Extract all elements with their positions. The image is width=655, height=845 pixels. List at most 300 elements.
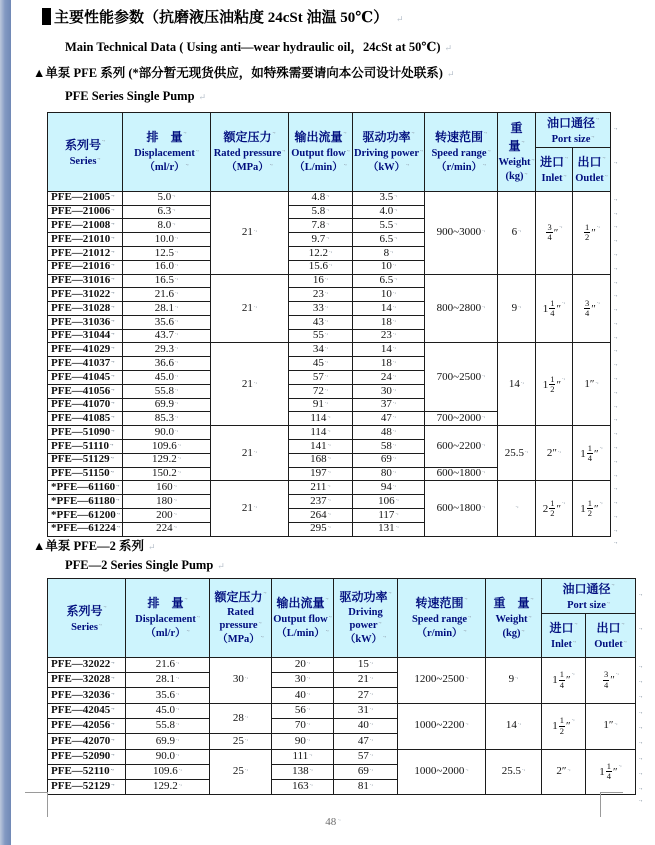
cell-value: $\frac{3}{4}$ ″ ., xyxy=(583,303,600,315)
cell-value: 111 ., xyxy=(293,750,313,762)
cell-value: 295 ., xyxy=(310,522,331,534)
cell-value: 168 ., xyxy=(310,453,331,465)
section2-heading: ▲单泵 PFE—2 系列 ↵ xyxy=(33,536,156,554)
displacement-cell xyxy=(126,734,210,749)
cell-value: 45.0 ., xyxy=(156,704,180,716)
cell-value: 10 ., xyxy=(381,260,396,272)
output-flow-cell xyxy=(289,371,353,385)
rated-pressure-cell xyxy=(211,481,289,536)
header-label-en: Speed range ., xyxy=(425,147,497,160)
displacement-cell xyxy=(123,329,211,343)
cell-value: $\frac{3}{4}$ ″ ., xyxy=(545,227,562,239)
speed-range-cell xyxy=(425,343,498,412)
cell-value: 150.2 ., xyxy=(152,467,181,479)
cell-value: 2″ ., xyxy=(556,765,570,777)
cell-value: 106 ., xyxy=(378,495,399,507)
displacement-cell xyxy=(123,398,211,412)
displacement-cell xyxy=(123,274,211,288)
header-unit: (kg) ., xyxy=(486,626,541,642)
cell-value: 14 ., xyxy=(381,343,396,355)
displacement-cell xyxy=(123,205,211,219)
fraction-denominator: 2 xyxy=(587,508,592,519)
rated-pressure-cell xyxy=(210,703,272,734)
cell-value: 6 ., xyxy=(512,226,522,238)
driving-power-cell xyxy=(353,288,425,302)
cell-value: PFE—51129 ., xyxy=(51,453,114,465)
fraction xyxy=(603,670,609,690)
output-flow-cell xyxy=(289,357,353,371)
cell-value: 58 ., xyxy=(381,440,396,452)
header-label-en: Driving power ., xyxy=(334,606,397,632)
fraction-numerator: 1 xyxy=(587,497,592,508)
displacement-cell xyxy=(123,219,211,233)
output-flow-cell xyxy=(289,302,353,316)
paragraph-mark: ., xyxy=(614,345,618,353)
series-cell xyxy=(48,522,123,536)
cell-value: 21 ., xyxy=(242,378,257,390)
cell-value: 600~1800 ., xyxy=(437,502,486,514)
cell-value: 25.5 ., xyxy=(502,765,526,777)
driving-power-cell xyxy=(353,412,425,426)
displacement-cell xyxy=(123,440,211,454)
series-cell xyxy=(48,398,123,412)
header-label-zh: 出口 ., xyxy=(573,153,610,172)
outlet-cell xyxy=(586,749,636,795)
cell-value xyxy=(514,502,518,514)
cell-value: 131 ., xyxy=(378,522,399,534)
paragraph-mark: ., xyxy=(614,277,618,285)
cell-value: 7.8 ., xyxy=(312,219,330,231)
cell-value: PFE—31036 ., xyxy=(51,316,115,328)
cell-value: 180 ., xyxy=(156,495,177,507)
header-label-zh: 输出流量 ., xyxy=(272,594,333,613)
paragraph-mark: ., xyxy=(614,235,618,243)
fraction xyxy=(587,444,593,464)
header-label-en: Driving power ., xyxy=(353,147,424,160)
cell-value: 15.6 ., xyxy=(309,260,333,272)
output-flow-cell xyxy=(289,205,353,219)
paragraph-mark: ., xyxy=(614,373,618,381)
table-row xyxy=(48,191,611,205)
displacement-header xyxy=(126,579,210,658)
cell-value: 1200~2500 ., xyxy=(414,673,468,685)
cell-value: 69 ., xyxy=(381,453,396,465)
cell-value: PFE—32036 ., xyxy=(51,689,115,701)
displacement-cell xyxy=(123,233,211,247)
series-cell xyxy=(48,440,123,454)
header-label-zh: 重 量 ., xyxy=(486,594,541,613)
cell-value: 1 $\frac{1}{2}$ ″ ., xyxy=(552,720,575,732)
paragraph-mark: ., xyxy=(614,263,618,271)
fraction-numerator: 1 xyxy=(606,761,611,772)
fraction xyxy=(587,499,593,519)
paragraph-mark: ., xyxy=(639,706,643,715)
header-label-zh: 系列号 ., xyxy=(48,136,122,155)
paragraph-mark: ., xyxy=(614,525,618,533)
header-label-zh: 排 量 ., xyxy=(126,594,209,613)
outlet-cell xyxy=(573,426,611,481)
cell-value: PFE—31044 ., xyxy=(51,329,115,341)
header-unit: （L/min） ., xyxy=(289,160,352,176)
header-label-zh: 排 量 ., xyxy=(123,128,210,147)
fraction xyxy=(549,375,555,395)
fraction-denominator: 4 xyxy=(559,679,564,690)
cell-value: *PFE—61160 ., xyxy=(51,481,119,493)
displacement-cell xyxy=(126,718,210,733)
paragraph-mark: ., xyxy=(614,442,618,450)
cell-value: 224 ., xyxy=(156,522,177,534)
displacement-cell xyxy=(123,467,211,481)
weight-cell xyxy=(486,703,542,749)
output-flow-cell xyxy=(289,219,353,233)
fraction-denominator: 4 xyxy=(603,679,609,690)
series-cell xyxy=(48,384,123,398)
driving-power-cell xyxy=(353,191,425,205)
series-cell xyxy=(48,233,123,247)
displacement-cell xyxy=(123,343,211,357)
speed-range-cell xyxy=(398,657,486,703)
driving-power-cell xyxy=(353,219,425,233)
header-label-en: Inlet ., xyxy=(536,172,572,185)
cell-value: PFE—51150 ., xyxy=(51,467,114,479)
speed-range-cell xyxy=(425,191,498,274)
rated-pressure-cell xyxy=(210,749,272,795)
header-label-zh: 油口通径 ., xyxy=(536,114,610,133)
header-label-en: Inlet ., xyxy=(542,638,585,651)
inlet-cell xyxy=(536,426,573,481)
cell-value: 30 ., xyxy=(233,673,248,685)
driving-power-cell xyxy=(353,453,425,467)
series-header xyxy=(48,113,123,192)
cell-value: 12.2 ., xyxy=(309,247,333,259)
header-label-en: Rated pressure ., xyxy=(211,147,288,160)
displacement-cell xyxy=(123,246,211,260)
fraction-denominator: 4 xyxy=(584,307,590,318)
weight-cell xyxy=(486,657,542,703)
header-label-en: Output flow ., xyxy=(289,147,352,160)
pfe-series-table xyxy=(47,112,611,537)
series-cell xyxy=(48,764,126,779)
cell-value: *PFE—61200 ., xyxy=(51,509,120,521)
fraction-denominator: 2 xyxy=(559,725,564,736)
displacement-cell xyxy=(123,302,211,316)
driving-power-cell xyxy=(334,749,398,764)
table-row xyxy=(48,426,611,440)
table-body xyxy=(48,657,636,795)
cell-value: 14 ., xyxy=(509,378,524,390)
output-flow-cell xyxy=(289,398,353,412)
title-bar-icon xyxy=(42,8,51,25)
cell-value: 90.0 ., xyxy=(155,426,179,438)
cell-value: 94 ., xyxy=(381,481,396,493)
output-flow-cell xyxy=(272,780,334,795)
cell-value: PFE—51110 ., xyxy=(51,440,113,452)
cell-value: 2 $\frac{1}{2}$ ″ ., xyxy=(543,503,566,515)
cell-value: 20 ., xyxy=(295,658,310,670)
cell-value: 16 ., xyxy=(313,274,328,286)
cell-value: 2″ ., xyxy=(547,447,561,459)
weight-cell xyxy=(498,343,536,426)
header-label-zh: 进口 ., xyxy=(536,153,572,172)
series-cell xyxy=(48,495,123,509)
cell-value: 43.7 ., xyxy=(155,329,179,341)
driving-power-cell xyxy=(353,233,425,247)
cell-value: 1 $\frac{1}{2}$ ″ ., xyxy=(580,503,603,515)
weight-cell xyxy=(498,426,536,481)
speed-range-header xyxy=(425,113,498,192)
fraction-denominator: 2 xyxy=(550,508,555,519)
cell-value: 600~2200 ., xyxy=(437,440,486,452)
driving-power-cell xyxy=(334,764,398,779)
series-cell xyxy=(48,274,123,288)
cell-value: 70 ., xyxy=(295,719,310,731)
cell-value: 114 ., xyxy=(310,412,330,424)
weight-header xyxy=(498,113,536,192)
cell-value: 5.0 ., xyxy=(158,191,176,203)
outlet-cell xyxy=(573,343,611,426)
series-cell xyxy=(48,749,126,764)
cell-value: 43 ., xyxy=(313,316,328,328)
cell-value: 40 ., xyxy=(358,719,373,731)
inlet-cell xyxy=(536,343,573,426)
displacement-cell xyxy=(123,426,211,440)
cell-value: PFE—31028 ., xyxy=(51,302,115,314)
series-cell xyxy=(48,412,123,426)
cell-value: PFE—31022 ., xyxy=(51,288,115,300)
series-cell xyxy=(48,453,123,467)
driving-power-cell xyxy=(353,467,425,481)
cell-value: 90 ., xyxy=(295,735,310,747)
cell-value: 57 ., xyxy=(358,750,373,762)
cell-value: 1 $\frac{1}{4}$ ″ ., xyxy=(552,674,575,686)
cell-value: 23 ., xyxy=(313,288,328,300)
cell-value: 9 ., xyxy=(512,302,522,314)
inlet-cell xyxy=(542,703,586,749)
header-label-en: Weight ., xyxy=(498,156,535,169)
output-flow-cell xyxy=(272,688,334,703)
cell-value: PFE—42045 ., xyxy=(51,704,115,716)
output-flow-cell xyxy=(289,288,353,302)
cell-value: 28.1 ., xyxy=(156,673,180,685)
cell-value: 16.0 ., xyxy=(155,260,179,272)
port-size-header xyxy=(536,113,611,148)
cell-value: 30 ., xyxy=(381,385,396,397)
weight-cell xyxy=(486,749,542,795)
paragraph-mark: ., xyxy=(639,782,643,791)
table-row xyxy=(48,274,611,288)
cell-value: 1 $\frac{1}{4}$ ″ ., xyxy=(543,303,566,315)
cell-value: PFE—41037 ., xyxy=(51,357,115,369)
fraction xyxy=(606,762,612,782)
header-unit: (kg) ., xyxy=(498,169,535,185)
displacement-cell xyxy=(123,315,211,329)
series-header xyxy=(48,579,126,658)
rated-pressure-cell xyxy=(211,343,289,426)
output-flow-cell xyxy=(289,509,353,523)
fraction-denominator: 2 xyxy=(550,383,555,394)
paragraph-mark: ., xyxy=(614,456,618,464)
cell-value: 27 ., xyxy=(358,689,373,701)
cell-value: 9.7 ., xyxy=(312,233,330,245)
header-unit: （MPa） ., xyxy=(210,632,271,648)
series-cell xyxy=(48,329,123,343)
cell-value: 45 ., xyxy=(313,357,328,369)
fraction-numerator: 1 xyxy=(559,669,564,680)
cell-value: 56 ., xyxy=(295,704,310,716)
fraction-numerator: 3 xyxy=(584,297,590,308)
cell-value: $\frac{1}{2}$ ″ ., xyxy=(583,227,600,239)
output-flow-cell xyxy=(289,522,353,536)
speed-range-cell xyxy=(425,426,498,467)
driving-power-cell xyxy=(353,426,425,440)
cell-value: 264 ., xyxy=(310,509,331,521)
cell-value: 81 ., xyxy=(358,780,373,792)
cell-value: PFE—21016 ., xyxy=(51,260,115,272)
section1-heading: ▲单泵 PFE 系列 (*部分暂无现货供应，如特殊需要请向本公司设计处联系) ↵ xyxy=(33,63,454,81)
cell-value: 25 ., xyxy=(233,735,248,747)
subtitle: Main Technical Data ( Using anti—wear hydraulic oil，24cSt at 50℃) ↵ xyxy=(65,37,452,55)
cell-value: 28 ., xyxy=(233,712,248,724)
cell-value: PFE—21006 ., xyxy=(51,205,115,217)
cell-value: 21 ., xyxy=(242,226,257,238)
outlet-header xyxy=(586,613,636,657)
margin-corner-right xyxy=(600,792,623,817)
table-row xyxy=(48,657,636,672)
cell-value: 90.0 ., xyxy=(156,750,180,762)
paragraph-mark: ., xyxy=(639,660,643,669)
displacement-cell xyxy=(123,288,211,302)
table1-wrapper xyxy=(47,112,618,545)
driving-power-cell xyxy=(353,440,425,454)
cell-value: PFE—51090 ., xyxy=(51,426,115,438)
cell-value: 33 ., xyxy=(313,302,328,314)
pfe-2-series-table xyxy=(47,578,636,795)
cell-value: 9 ., xyxy=(509,673,519,685)
cell-value: 47 ., xyxy=(358,735,373,747)
cell-value: 25 ., xyxy=(233,765,248,777)
cell-value: PFE—21005 ., xyxy=(51,191,115,203)
output-flow-cell xyxy=(289,426,353,440)
header-label-zh: 重 量 ., xyxy=(498,119,535,156)
fraction xyxy=(546,223,552,243)
fraction xyxy=(584,299,590,319)
paragraph-mark: ., xyxy=(639,752,643,761)
displacement-cell xyxy=(123,453,211,467)
speed-range-cell xyxy=(425,274,498,343)
cell-value: 40 ., xyxy=(295,689,310,701)
outlet-cell xyxy=(573,481,611,536)
output-flow-cell xyxy=(289,495,353,509)
paragraph-mark: ., xyxy=(614,401,618,409)
table-row xyxy=(48,703,636,718)
paragraph-mark: ., xyxy=(639,767,643,776)
displacement-cell xyxy=(123,357,211,371)
inlet-cell xyxy=(542,657,586,703)
speed-range-cell xyxy=(398,749,486,795)
paragraph-mark: ., xyxy=(614,428,618,436)
cell-value: 28.1 ., xyxy=(155,302,179,314)
cell-value: 45.0 ., xyxy=(155,371,179,383)
output-flow-cell xyxy=(289,453,353,467)
cell-value: 5.5 ., xyxy=(380,219,398,231)
header-label-en: Series ., xyxy=(48,621,125,634)
header-unit: （r/min） ., xyxy=(398,626,485,642)
port-size-header xyxy=(542,579,636,614)
output-flow-cell xyxy=(272,764,334,779)
driving-power-cell xyxy=(353,246,425,260)
paragraph-mark: ., xyxy=(614,387,618,395)
cell-value: 18 ., xyxy=(381,316,396,328)
table-row xyxy=(48,749,636,764)
header-label-en: Displacement ., xyxy=(123,147,210,160)
paragraph-mark: ., xyxy=(614,497,618,505)
table-header xyxy=(48,579,636,658)
cell-value: 55.8 ., xyxy=(155,385,179,397)
speed-range-cell xyxy=(398,703,486,749)
inlet-cell xyxy=(542,749,586,795)
output-flow-cell xyxy=(289,191,353,205)
header-unit: （ml/r） ., xyxy=(123,160,210,176)
fraction-numerator: 1 xyxy=(550,373,555,384)
cell-value: 21 ., xyxy=(242,302,257,314)
cell-value: 14 ., xyxy=(381,302,396,314)
rated-pressure-cell xyxy=(211,274,289,343)
fraction-numerator: 1 xyxy=(550,297,555,308)
cell-value: 117 ., xyxy=(378,509,398,521)
driving-power-cell xyxy=(353,260,425,274)
speed-range-cell xyxy=(425,412,498,426)
cell-value: 1 $\frac{1}{4}$ ″ ., xyxy=(599,766,622,778)
cell-value: 37 ., xyxy=(381,398,396,410)
cell-value: 6.5 ., xyxy=(380,233,398,245)
paragraph-mark: ., xyxy=(614,221,618,229)
paragraph-mark: ., xyxy=(614,332,618,340)
inlet-cell xyxy=(536,191,573,274)
paragraph-mark: ., xyxy=(639,721,643,730)
series-cell xyxy=(48,657,126,672)
displacement-cell xyxy=(123,384,211,398)
displacement-cell xyxy=(126,703,210,718)
cell-value: 700~2000 ., xyxy=(437,412,486,424)
series-cell xyxy=(48,315,123,329)
fraction-numerator: 3 xyxy=(547,221,552,232)
driving-power-cell xyxy=(334,673,398,688)
header-unit: （L/min） ., xyxy=(272,626,333,642)
rated-pressure-cell xyxy=(211,426,289,481)
paragraph-mark: ., xyxy=(614,290,618,298)
table2-title: PFE—2 Series Single Pump ↵ xyxy=(65,558,225,573)
output-flow-cell xyxy=(289,384,353,398)
header-label-zh: 输出流量 ., xyxy=(289,128,352,147)
series-cell xyxy=(48,673,126,688)
fraction-denominator: 2 xyxy=(584,232,590,243)
header-label-zh: 转速范围 ., xyxy=(425,128,497,147)
cell-value: 600~1800 ., xyxy=(437,467,486,479)
cell-value: 57 ., xyxy=(313,371,328,383)
outlet-cell xyxy=(573,191,611,274)
driving-power-cell xyxy=(353,357,425,371)
cell-value: PFE—42056 ., xyxy=(51,719,115,731)
rated-pressure-header xyxy=(211,113,289,192)
series-cell xyxy=(48,780,126,795)
series-cell xyxy=(48,357,123,371)
fraction-numerator: 1 xyxy=(559,715,564,726)
cell-value: 160 ., xyxy=(156,481,177,493)
driving-power-cell xyxy=(353,495,425,509)
inlet-header xyxy=(536,147,573,191)
displacement-cell xyxy=(123,509,211,523)
displacement-cell xyxy=(123,495,211,509)
